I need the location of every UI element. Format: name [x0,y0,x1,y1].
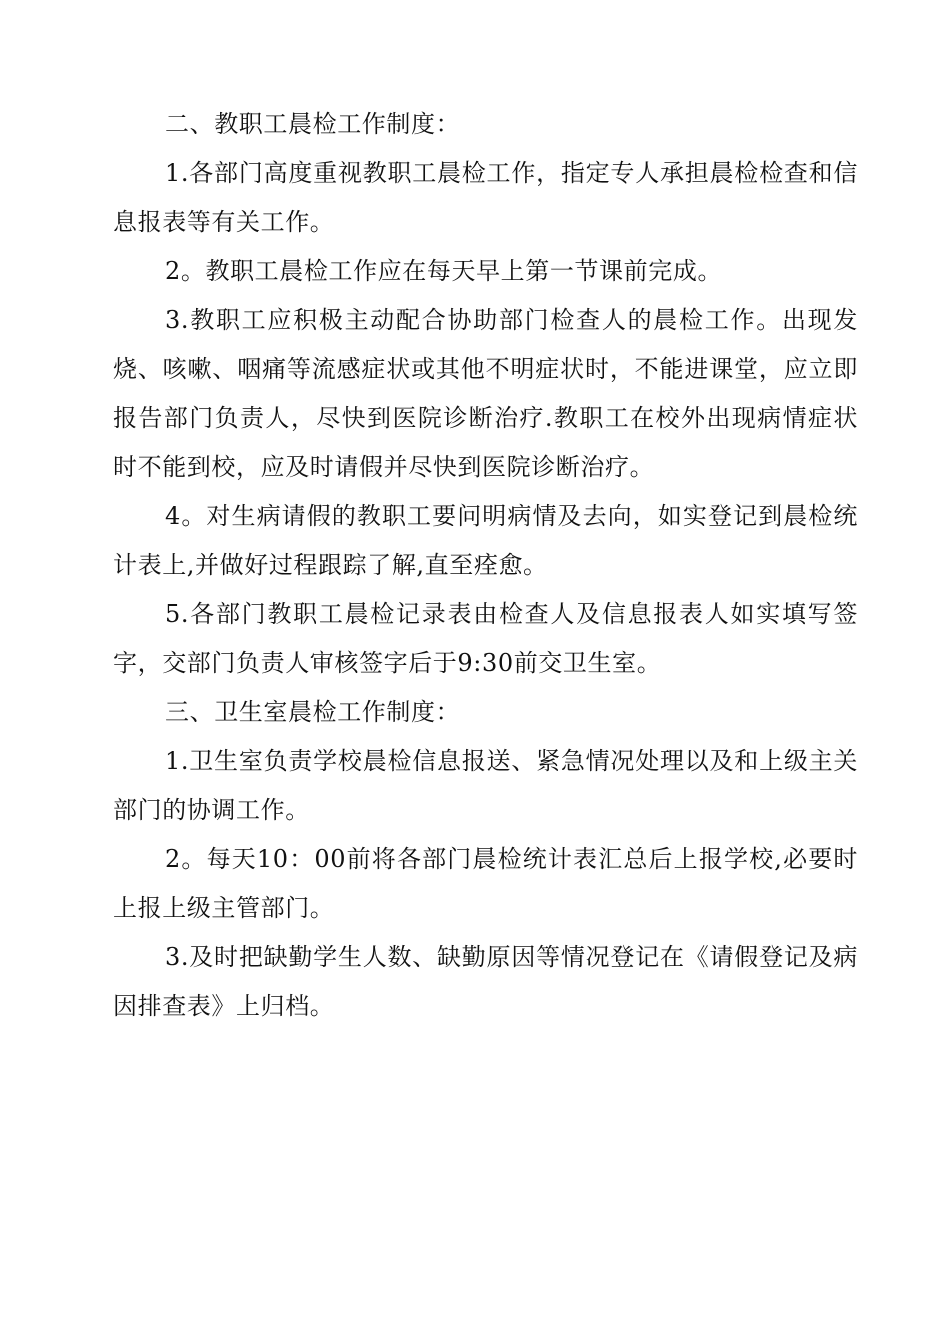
staff-rule-4: 4。对生病请假的教职工要问明病情及去向，如实登记到晨检统计表上,并做好过程跟踪了解,直至痊愈。 [113,502,858,579]
document-body [113,100,858,1031]
staff-rule-5: 5.各部门教职工晨检记录表由检查人及信息报表人如实填写签字，交部门负责人审核签字后于9:30前交卫生室。 [113,600,858,677]
section-heading-clinic-checks: 三、卫生室晨检工作制度： [165,698,461,726]
clinic-rule-1: 1.卫生室负责学校晨检信息报送、紧急情况处理以及和上级主关部门的协调工作。 [113,747,858,824]
clinic-rule-2: 2。每天10：00前将各部门晨检统计表汇总后上报学校,必要时上报上级主管部门。 [113,845,858,922]
section-heading-staff-checks: 二、教职工晨检工作制度： [165,110,461,138]
clinic-rule-3: 3.及时把缺勤学生人数、缺勤原因等情况登记在《请假登记及病因排查表》上归档。 [113,943,858,1020]
staff-rule-3: 3.教职工应积极主动配合协助部门检查人的晨检工作。出现发烧、咳嗽、咽痛等流感症状或其他不明症状时，不能进课堂，应立即报告部门负责人，尽快到医院诊断治疗.教职工在校外出现病情症状时不能到校，应及时请假并尽快到医院诊断治疗。 [113,306,858,481]
staff-rule-1: 1.各部门高度重视教职工晨检工作，指定专人承担晨检检查和信息报表等有关工作。 [113,159,858,236]
staff-rule-2: 2。教职工晨检工作应在每天早上第一节课前完成。 [165,257,723,285]
